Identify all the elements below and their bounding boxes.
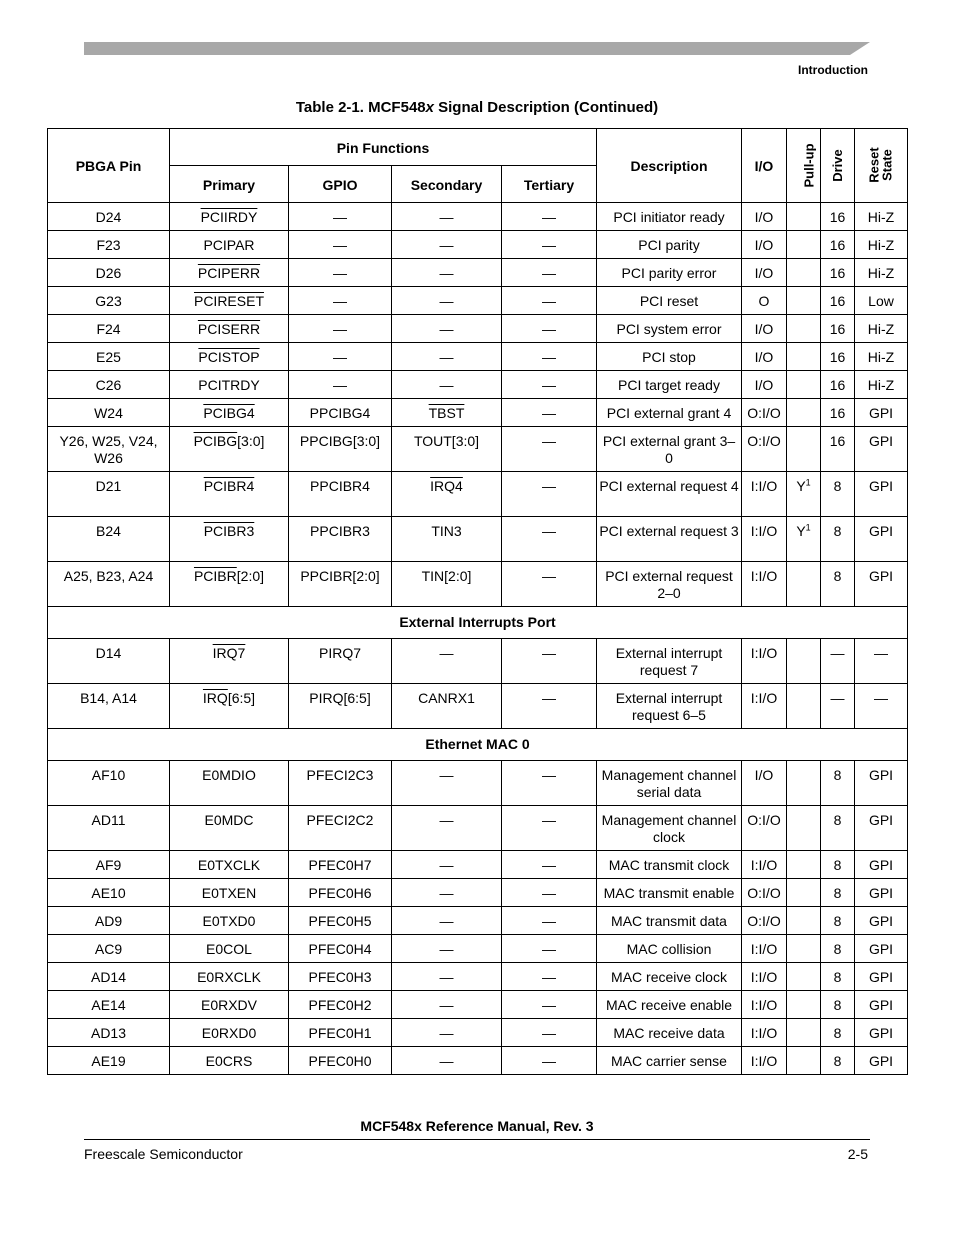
- table-row: [48, 684, 908, 729]
- table-row: [48, 287, 908, 315]
- cell-drive: 8: [821, 761, 855, 806]
- cell-description: PCI reset: [597, 287, 742, 315]
- cell-primary: E0TXCLK: [170, 851, 289, 879]
- cell-tertiary: —: [502, 806, 597, 851]
- cell-pullup: [787, 761, 821, 806]
- cell-pbga-pin: AD9: [48, 907, 170, 935]
- cell-secondary: —: [392, 907, 502, 935]
- cell-pullup: $Y^1$: [787, 472, 821, 517]
- cell-gpio: —: [289, 315, 392, 343]
- cell-drive: 8: [821, 1047, 855, 1075]
- cell-io: I:I/O: [742, 935, 787, 963]
- cell-description: PCI external request 4: [597, 472, 742, 517]
- cell-tertiary: —: [502, 935, 597, 963]
- table-row: [48, 371, 908, 399]
- cell-reset-state: Low: [855, 287, 908, 315]
- cell-pullup: [787, 371, 821, 399]
- footer-divider: [84, 1139, 870, 1140]
- cell-reset-state: GPI: [855, 1047, 908, 1075]
- col-gpio: GPIO: [289, 166, 392, 203]
- cell-primary: E0MDIO: [170, 761, 289, 806]
- cell-tertiary: —: [502, 427, 597, 472]
- cell-primary: PCIBG4: [170, 399, 289, 427]
- footer-publisher: Freescale Semiconductor: [84, 1146, 243, 1162]
- cell-primary: $\overline{IRQ}[6:5]$: [170, 684, 289, 729]
- cell-tertiary: —: [502, 517, 597, 562]
- col-io: I/O: [742, 129, 787, 203]
- section-name: Introduction: [798, 63, 868, 77]
- cell-description: PCI initiator ready: [597, 203, 742, 231]
- header-bar: [84, 42, 870, 55]
- cell-primary: PCIPAR: [170, 231, 289, 259]
- cell-description: MAC receive data: [597, 1019, 742, 1047]
- cell-primary: PCISERR: [170, 315, 289, 343]
- cell-reset-state: Hi-Z: [855, 259, 908, 287]
- cell-pullup: [787, 639, 821, 684]
- cell-tertiary: —: [502, 203, 597, 231]
- cell-drive: 16: [821, 259, 855, 287]
- cell-pullup: [787, 907, 821, 935]
- cell-secondary: —: [392, 343, 502, 371]
- cell-tertiary: —: [502, 851, 597, 879]
- cell-tertiary: —: [502, 287, 597, 315]
- cell-secondary: —: [392, 1019, 502, 1047]
- cell-pullup: [787, 684, 821, 729]
- cell-tertiary: —: [502, 1019, 597, 1047]
- cell-description: Management channel clock: [597, 806, 742, 851]
- cell-pbga-pin: AD13: [48, 1019, 170, 1047]
- table-row: [48, 399, 908, 427]
- cell-drive: 8: [821, 991, 855, 1019]
- col-pin-functions: Pin Functions: [170, 129, 597, 166]
- table-row: [48, 259, 908, 287]
- cell-primary: PCIIRDY: [170, 203, 289, 231]
- cell-description: PCI parity error: [597, 259, 742, 287]
- cell-reset-state: Hi-Z: [855, 231, 908, 259]
- cell-primary: PCIBR3: [170, 517, 289, 562]
- cell-secondary: —: [392, 991, 502, 1019]
- cell-pullup: [787, 851, 821, 879]
- cell-io: I/O: [742, 315, 787, 343]
- cell-secondary: —: [392, 851, 502, 879]
- cell-tertiary: —: [502, 371, 597, 399]
- table-row: [48, 907, 908, 935]
- cell-reset-state: GPI: [855, 399, 908, 427]
- cell-primary: E0TXD0: [170, 907, 289, 935]
- table-row: [48, 1019, 908, 1047]
- cell-primary: E0RXCLK: [170, 963, 289, 991]
- cell-gpio: PFEC0H7: [289, 851, 392, 879]
- cell-primary: IRQ7: [170, 639, 289, 684]
- cell-reset-state: GPI: [855, 935, 908, 963]
- cell-pbga-pin: F24: [48, 315, 170, 343]
- cell-description: Management channel serial data: [597, 761, 742, 806]
- table-row: [48, 472, 908, 517]
- cell-io: I:I/O: [742, 517, 787, 562]
- cell-description: PCI external grant 3–0: [597, 427, 742, 472]
- cell-pbga-pin: B14, A14: [48, 684, 170, 729]
- cell-io: O:I/O: [742, 427, 787, 472]
- cell-io: O:I/O: [742, 806, 787, 851]
- table-row: [48, 639, 908, 684]
- cell-pbga-pin: AC9: [48, 935, 170, 963]
- cell-reset-state: Hi-Z: [855, 203, 908, 231]
- cell-io: I:I/O: [742, 851, 787, 879]
- cell-secondary: CANRX1: [392, 684, 502, 729]
- cell-pullup: [787, 806, 821, 851]
- cell-drive: 16: [821, 231, 855, 259]
- cell-tertiary: —: [502, 472, 597, 517]
- cell-gpio: PFEC0H2: [289, 991, 392, 1019]
- cell-reset-state: GPI: [855, 851, 908, 879]
- cell-pbga-pin: AD14: [48, 963, 170, 991]
- cell-description: PCI external request 3: [597, 517, 742, 562]
- cell-secondary: IRQ4: [392, 472, 502, 517]
- cell-io: I:I/O: [742, 1047, 787, 1075]
- table-row: [48, 806, 908, 851]
- cell-primary: E0CRS: [170, 1047, 289, 1075]
- cell-primary: PCIBR4: [170, 472, 289, 517]
- cell-drive: 16: [821, 343, 855, 371]
- cell-description: External interrupt request 7: [597, 639, 742, 684]
- cell-drive: 8: [821, 562, 855, 607]
- cell-pbga-pin: D26: [48, 259, 170, 287]
- cell-gpio: —: [289, 259, 392, 287]
- cell-description: MAC collision: [597, 935, 742, 963]
- cell-gpio: —: [289, 287, 392, 315]
- cell-primary: PCITRDY: [170, 371, 289, 399]
- cell-primary: E0RXDV: [170, 991, 289, 1019]
- cell-pullup: [787, 287, 821, 315]
- cell-secondary: —: [392, 1047, 502, 1075]
- cell-gpio: PIRQ[6:5]: [289, 684, 392, 729]
- cell-tertiary: —: [502, 231, 597, 259]
- cell-pbga-pin: Y26, W25, V24, W26: [48, 427, 170, 472]
- cell-gpio: PFEC0H4: [289, 935, 392, 963]
- cell-pullup: [787, 1047, 821, 1075]
- cell-pbga-pin: D14: [48, 639, 170, 684]
- cell-description: MAC transmit data: [597, 907, 742, 935]
- cell-description: External interrupt request 6–5: [597, 684, 742, 729]
- cell-secondary: —: [392, 231, 502, 259]
- cell-secondary: TIN[2:0]: [392, 562, 502, 607]
- col-tertiary: Tertiary: [502, 166, 597, 203]
- table-row: [48, 231, 908, 259]
- cell-reset-state: GPI: [855, 806, 908, 851]
- cell-gpio: —: [289, 371, 392, 399]
- cell-io: I/O: [742, 371, 787, 399]
- cell-reset-state: Hi-Z: [855, 371, 908, 399]
- table-row: [48, 203, 908, 231]
- cell-primary: E0COL: [170, 935, 289, 963]
- cell-description: PCI external grant 4: [597, 399, 742, 427]
- table-row: [48, 963, 908, 991]
- cell-gpio: PPCIBR3: [289, 517, 392, 562]
- cell-pbga-pin: W24: [48, 399, 170, 427]
- cell-pullup: [787, 343, 821, 371]
- cell-pbga-pin: AE19: [48, 1047, 170, 1075]
- cell-gpio: PFEC0H0: [289, 1047, 392, 1075]
- cell-io: I/O: [742, 259, 787, 287]
- table-row: [48, 879, 908, 907]
- cell-reset-state: GPI: [855, 427, 908, 472]
- cell-pullup: $Y^1$: [787, 517, 821, 562]
- table-row: [48, 562, 908, 607]
- table-row: [48, 851, 908, 879]
- cell-drive: 8: [821, 879, 855, 907]
- cell-secondary: —: [392, 963, 502, 991]
- cell-secondary: —: [392, 287, 502, 315]
- cell-tertiary: —: [502, 399, 597, 427]
- cell-reset-state: —: [855, 684, 908, 729]
- table-row: [48, 427, 908, 472]
- cell-drive: 8: [821, 517, 855, 562]
- col-pullup: Pull-up: [787, 129, 821, 203]
- cell-tertiary: —: [502, 639, 597, 684]
- cell-drive: 16: [821, 371, 855, 399]
- cell-pullup: [787, 427, 821, 472]
- table-row: [48, 517, 908, 562]
- cell-reset-state: GPI: [855, 517, 908, 562]
- cell-tertiary: —: [502, 761, 597, 806]
- table-row: [48, 343, 908, 371]
- cell-description: MAC receive clock: [597, 963, 742, 991]
- cell-drive: 8: [821, 806, 855, 851]
- col-description: Description: [597, 129, 742, 203]
- cell-io: I:I/O: [742, 963, 787, 991]
- cell-primary: E0TXEN: [170, 879, 289, 907]
- cell-tertiary: —: [502, 684, 597, 729]
- cell-io: I:I/O: [742, 684, 787, 729]
- table-row: [48, 761, 908, 806]
- cell-drive: 8: [821, 963, 855, 991]
- cell-pbga-pin: AF9: [48, 851, 170, 879]
- cell-secondary: TIN3: [392, 517, 502, 562]
- cell-io: I:I/O: [742, 1019, 787, 1047]
- cell-description: PCI system error: [597, 315, 742, 343]
- cell-pullup: [787, 399, 821, 427]
- col-secondary: Secondary: [392, 166, 502, 203]
- cell-io: I:I/O: [742, 639, 787, 684]
- cell-reset-state: GPI: [855, 991, 908, 1019]
- cell-tertiary: —: [502, 907, 597, 935]
- cell-pbga-pin: AD11: [48, 806, 170, 851]
- cell-drive: 8: [821, 935, 855, 963]
- cell-drive: 8: [821, 1019, 855, 1047]
- cell-tertiary: —: [502, 963, 597, 991]
- cell-io: O:I/O: [742, 399, 787, 427]
- cell-pullup: [787, 879, 821, 907]
- footer-title: MCF548x Reference Manual, Rev. 3: [360, 1118, 594, 1134]
- cell-gpio: PPCIBG[3:0]: [289, 427, 392, 472]
- cell-description: PCI parity: [597, 231, 742, 259]
- cell-secondary: —: [392, 639, 502, 684]
- col-primary: Primary: [170, 166, 289, 203]
- table-row: [48, 1047, 908, 1075]
- cell-pbga-pin: C26: [48, 371, 170, 399]
- cell-drive: 8: [821, 851, 855, 879]
- cell-reset-state: Hi-Z: [855, 343, 908, 371]
- cell-reset-state: GPI: [855, 1019, 908, 1047]
- cell-gpio: PFEC0H5: [289, 907, 392, 935]
- cell-pbga-pin: D21: [48, 472, 170, 517]
- table-row: [48, 991, 908, 1019]
- cell-pullup: [787, 963, 821, 991]
- table-caption: Table 2-1. MCF548x Signal Description (Continued): [295, 99, 659, 116]
- cell-gpio: —: [289, 343, 392, 371]
- cell-tertiary: —: [502, 991, 597, 1019]
- cell-io: O:I/O: [742, 879, 787, 907]
- cell-reset-state: —: [855, 639, 908, 684]
- cell-drive: —: [821, 639, 855, 684]
- cell-pullup: [787, 259, 821, 287]
- cell-tertiary: —: [502, 879, 597, 907]
- cell-drive: 16: [821, 203, 855, 231]
- section-interrupts: External Interrupts Port: [48, 607, 908, 639]
- cell-gpio: PFEC0H1: [289, 1019, 392, 1047]
- cell-tertiary: —: [502, 315, 597, 343]
- cell-io: I:I/O: [742, 562, 787, 607]
- cell-drive: 16: [821, 315, 855, 343]
- cell-reset-state: GPI: [855, 761, 908, 806]
- cell-gpio: PFECI2C2: [289, 806, 392, 851]
- cell-tertiary: —: [502, 343, 597, 371]
- cell-reset-state: GPI: [855, 879, 908, 907]
- cell-gpio: PPCIBR4: [289, 472, 392, 517]
- cell-secondary: —: [392, 259, 502, 287]
- cell-drive: 16: [821, 287, 855, 315]
- cell-primary: PCIBG[3:0]: [170, 427, 289, 472]
- cell-io: I:I/O: [742, 991, 787, 1019]
- section-ethernet-mac: Ethernet MAC 0: [48, 729, 908, 761]
- cell-io: I/O: [742, 343, 787, 371]
- cell-reset-state: GPI: [855, 472, 908, 517]
- cell-drive: 8: [821, 907, 855, 935]
- cell-secondary: TOUT[3:0]: [392, 427, 502, 472]
- cell-description: PCI stop: [597, 343, 742, 371]
- cell-io: O:I/O: [742, 907, 787, 935]
- cell-secondary: TBST: [392, 399, 502, 427]
- cell-pbga-pin: AE14: [48, 991, 170, 1019]
- signal-table: [47, 128, 908, 1075]
- cell-secondary: —: [392, 315, 502, 343]
- cell-gpio: —: [289, 231, 392, 259]
- col-pbga-pin: PBGA Pin: [48, 129, 170, 203]
- cell-description: MAC carrier sense: [597, 1047, 742, 1075]
- cell-description: PCI target ready: [597, 371, 742, 399]
- cell-pullup: [787, 315, 821, 343]
- cell-pbga-pin: B24: [48, 517, 170, 562]
- cell-reset-state: GPI: [855, 562, 908, 607]
- cell-pullup: [787, 991, 821, 1019]
- cell-pbga-pin: AF10: [48, 761, 170, 806]
- cell-gpio: PFEC0H3: [289, 963, 392, 991]
- cell-io: I:I/O: [742, 472, 787, 517]
- cell-gpio: PFECI2C3: [289, 761, 392, 806]
- col-reset-state: Reset State: [855, 129, 908, 203]
- cell-primary: PCIRESET: [170, 287, 289, 315]
- cell-primary: E0MDC: [170, 806, 289, 851]
- cell-reset-state: GPI: [855, 907, 908, 935]
- cell-tertiary: —: [502, 562, 597, 607]
- cell-pbga-pin: AE10: [48, 879, 170, 907]
- cell-primary: PCIBR[2:0]: [170, 562, 289, 607]
- cell-secondary: —: [392, 761, 502, 806]
- cell-gpio: —: [289, 203, 392, 231]
- cell-gpio: PPCIBR[2:0]: [289, 562, 392, 607]
- cell-drive: —: [821, 684, 855, 729]
- cell-pullup: [787, 1019, 821, 1047]
- footer-page-number: 2-5: [847, 1146, 868, 1162]
- cell-primary: PCISTOP: [170, 343, 289, 371]
- cell-primary: E0RXD0: [170, 1019, 289, 1047]
- cell-io: I/O: [742, 203, 787, 231]
- cell-gpio: PFEC0H6: [289, 879, 392, 907]
- cell-pbga-pin: D24: [48, 203, 170, 231]
- cell-pullup: [787, 203, 821, 231]
- cell-secondary: —: [392, 806, 502, 851]
- cell-secondary: —: [392, 935, 502, 963]
- cell-primary: PCIPERR: [170, 259, 289, 287]
- cell-pullup: [787, 231, 821, 259]
- cell-description: MAC transmit clock: [597, 851, 742, 879]
- cell-drive: 16: [821, 399, 855, 427]
- cell-drive: 8: [821, 472, 855, 517]
- table-row: [48, 935, 908, 963]
- cell-description: MAC transmit enable: [597, 879, 742, 907]
- cell-secondary: —: [392, 203, 502, 231]
- cell-io: I/O: [742, 231, 787, 259]
- cell-tertiary: —: [502, 259, 597, 287]
- cell-tertiary: —: [502, 1047, 597, 1075]
- cell-secondary: —: [392, 879, 502, 907]
- cell-pullup: [787, 562, 821, 607]
- cell-pullup: [787, 935, 821, 963]
- table-row: [48, 315, 908, 343]
- cell-reset-state: GPI: [855, 963, 908, 991]
- cell-drive: 16: [821, 427, 855, 472]
- col-drive: Drive: [821, 129, 855, 203]
- cell-reset-state: Hi-Z: [855, 315, 908, 343]
- cell-secondary: —: [392, 371, 502, 399]
- cell-io: I/O: [742, 761, 787, 806]
- cell-pbga-pin: F23: [48, 231, 170, 259]
- cell-pbga-pin: G23: [48, 287, 170, 315]
- cell-description: PCI external request 2–0: [597, 562, 742, 607]
- cell-gpio: PPCIBG4: [289, 399, 392, 427]
- cell-pbga-pin: A25, B23, A24: [48, 562, 170, 607]
- cell-gpio: PIRQ7: [289, 639, 392, 684]
- cell-io: O: [742, 287, 787, 315]
- cell-description: MAC receive enable: [597, 991, 742, 1019]
- cell-pbga-pin: E25: [48, 343, 170, 371]
